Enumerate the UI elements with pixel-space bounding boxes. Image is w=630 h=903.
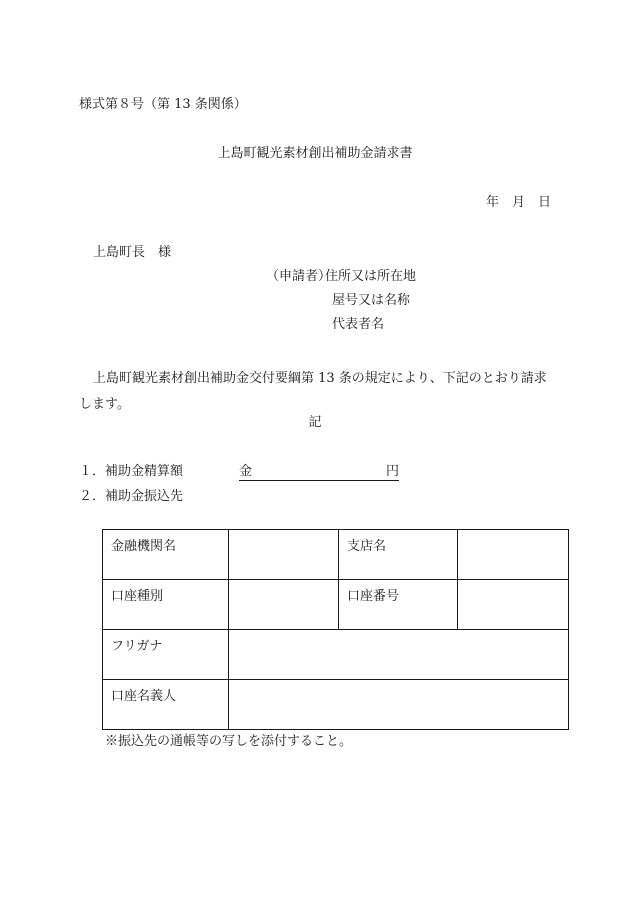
account-holder-label: 口座名義人 bbox=[103, 680, 229, 730]
trade-name-label: 屋号又は名称 bbox=[332, 293, 411, 308]
table-row bbox=[103, 530, 569, 580]
table-row bbox=[103, 680, 569, 730]
representative-label: 代表者名 bbox=[332, 317, 385, 332]
addressee: 上島町長 様 bbox=[93, 245, 172, 260]
branch-label: 支店名 bbox=[339, 530, 458, 580]
address-label: 住所又は所在地 bbox=[325, 269, 417, 284]
account-number-label: 口座番号 bbox=[339, 580, 458, 630]
item-2-label: ２．補助金振込先 bbox=[79, 489, 184, 504]
applicant-label: （申請者） bbox=[266, 269, 332, 284]
furigana-label: フリガナ bbox=[103, 630, 229, 680]
bank-transfer-table bbox=[102, 529, 569, 730]
furigana-cell[interactable] bbox=[229, 630, 569, 680]
body-text: 上島町観光素材創出補助金交付要綱第 13 条の規定により、下記のとおり請求します。 bbox=[79, 371, 547, 412]
date-line: 年 月 日 bbox=[486, 195, 552, 210]
amount-suffix: 円 bbox=[385, 464, 399, 479]
table-row bbox=[103, 630, 569, 680]
table-row bbox=[103, 580, 569, 630]
branch-cell[interactable] bbox=[458, 530, 569, 580]
ki-heading: 記 bbox=[308, 415, 322, 430]
page-title: 上島町観光素材創出補助金請求書 bbox=[217, 146, 413, 161]
amount-prefix: 金 bbox=[239, 464, 253, 479]
note-text: ※振込先の通帳等の写しを添付すること。 bbox=[105, 734, 353, 749]
account-holder-cell[interactable] bbox=[229, 680, 569, 730]
form-number: 様式第８号（第 13 条関係） bbox=[79, 97, 247, 112]
item-1-label: １．補助金精算額 bbox=[79, 464, 184, 479]
account-type-cell[interactable] bbox=[229, 580, 339, 630]
amount-field[interactable] bbox=[239, 464, 399, 481]
bank-name-cell[interactable] bbox=[229, 530, 339, 580]
account-number-cell[interactable] bbox=[458, 580, 569, 630]
bank-name-label: 金融機関名 bbox=[103, 530, 229, 580]
account-type-label: 口座種別 bbox=[103, 580, 229, 630]
